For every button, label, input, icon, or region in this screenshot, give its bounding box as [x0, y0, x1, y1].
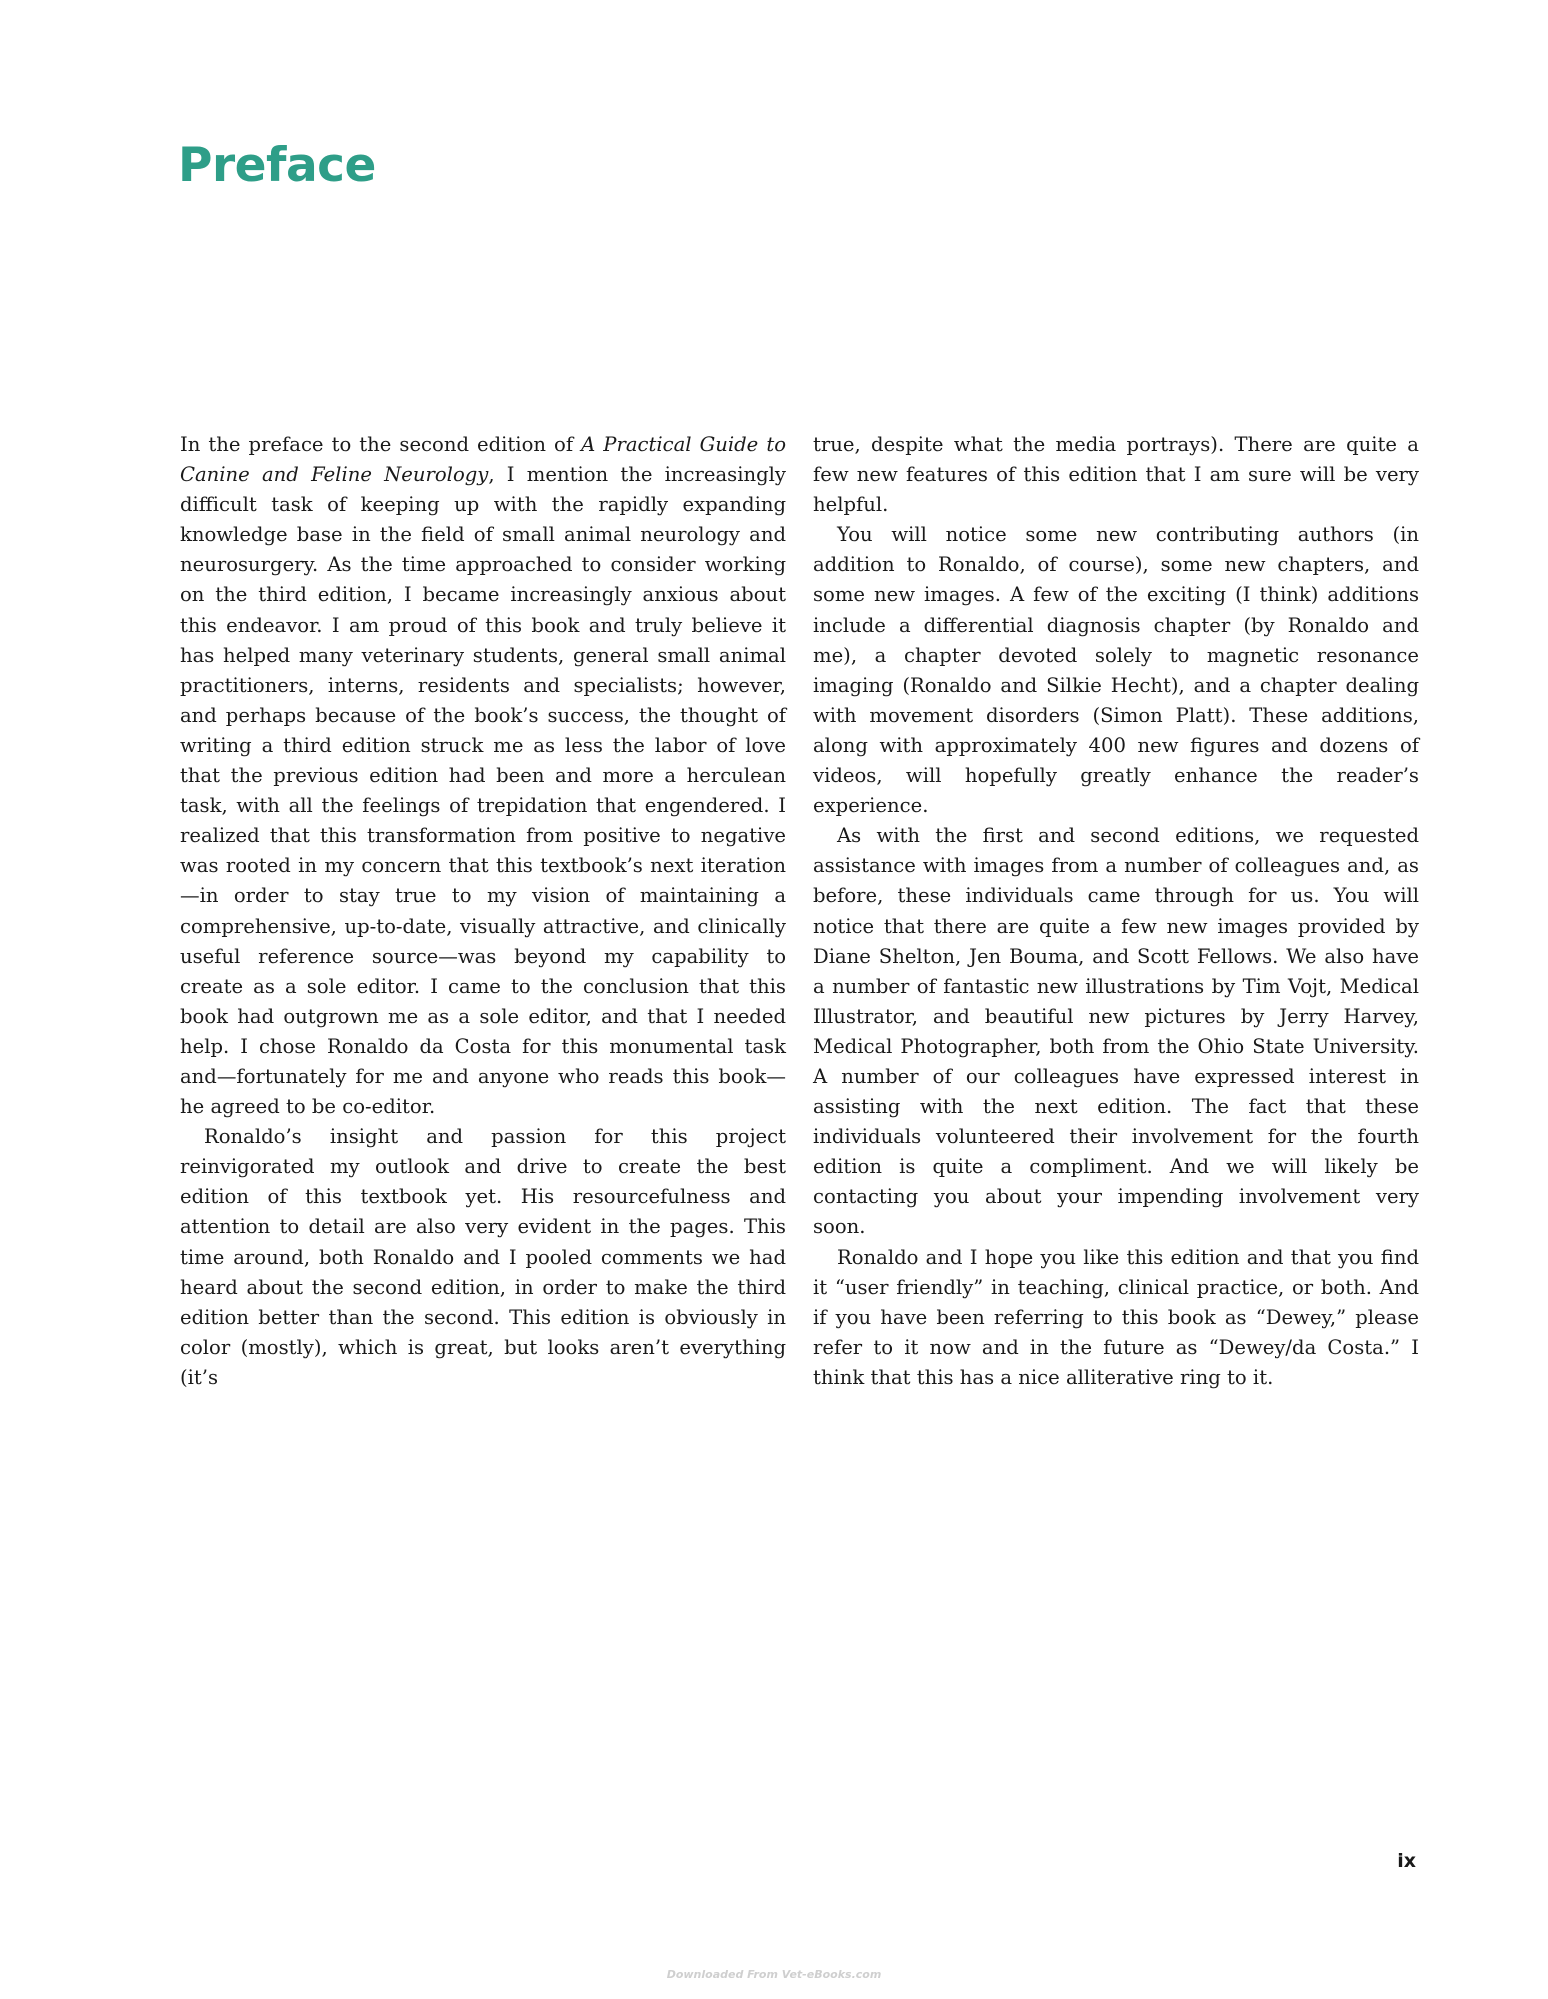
paragraph-1	[180, 430, 786, 1122]
paragraph-1-body: , I mention the increasingly difficult task of keeping up with the rapidly expanding knowledge base in the field of small animal neurology and neurosurgery. As the time approached to consider working on the third edition, I became increasingly anxious about this endeavor. I am proud of this book and truly believe it has helped many veterinary students, general small animal practitioners, interns, residents and specialists; however, and perhaps because of the book’s success, the thought of writing a third edition struck me as less the labor of love that the previous edition had been and more a herculean task, with all the feelings of trepidation that engendered. I realized that this transformation from positive to negative was rooted in my concern that this textbook’s next iteration—in order to stay true to my vision of maintaining a comprehensive, up-to-date, visually attractive, and clinically useful reference source—was beyond my capability to create as a sole editor. I came to the conclusion that this book had outgrown me as a sole editor, and that I needed help. I chose Ronaldo da Costa for this monumental task and—fortunately for me and anyone who reads this book—he agreed to be co-editor.	[180, 463, 786, 1119]
paragraph-1-intro: In the preface to the second edition of	[180, 433, 582, 456]
paragraph-5: Ronaldo and I hope you like this edition and that you find it “user friendly” in teaching, clinical practice, or both. And if you have been referring to this book as “Dewey,” please refer to it now and in the future as “Dewey/da Costa.” I think that this has a nice alliterative ring to it.	[813, 1245, 1419, 1389]
book-title: A Practical Guide to Canine and Feline Neurology	[180, 433, 786, 487]
paragraph-3: You will notice some new contributing authors (in addition to Ronaldo, of course), some new chapters, and some new images. A few of the exciting (I think) additions include a differential diagnosis chapter (by Ronaldo and me), a chapter devoted solely to magnetic resonance imaging (Ronaldo and Silkie Hecht), and a chapter dealing with movement disorders (Simon Platt). These additions, along with approximately 400 new figures and dozens of videos, will hopefully greatly enhance the reader’s experience.	[813, 523, 1419, 818]
page-title: Preface	[178, 138, 376, 193]
paragraph-2-continued: true, despite what the media portrays). There are quite a few new features of this edition that I am sure will be very helpful.	[813, 433, 1419, 517]
right-column	[813, 430, 1419, 1393]
paragraph-2: Ronaldo’s insight and passion for this project reinvigorated my outlook and drive to create the best edition of this textbook yet. His resourcefulness and attention to detail are also very evident in the pages. This time around, both Ronaldo and I pooled comments we had heard about the second edition, in order to make the third edition better than the second. This edition is obviously in color (mostly), which is great, but looks aren’t everything (it’s	[180, 1125, 786, 1389]
page-number: ix	[1397, 1850, 1416, 1872]
watermark-text: Downloaded From Vet-eBooks.com	[666, 1968, 882, 1981]
left-column	[180, 430, 786, 1393]
paragraph-4: As with the first and second editions, we requested assistance with images from a number of colleagues and, as before, these individuals came through for us. You will notice that there are quite a few new images provided by Diane Shelton, Jen Bouma, and Scott Fellows. We also have a number of fantastic new illustrations by Tim Vojt, Medical Illustrator, and beautiful new pictures by Jerry Harvey, Medical Photographer, both from the Ohio State University. A number of our colleagues have expressed interest in assisting with the next edition. The fact that these individuals volunteered their involvement for the fourth edition is quite a compliment. And we will likely be contacting you about your impending involvement very soon.	[813, 824, 1419, 1239]
